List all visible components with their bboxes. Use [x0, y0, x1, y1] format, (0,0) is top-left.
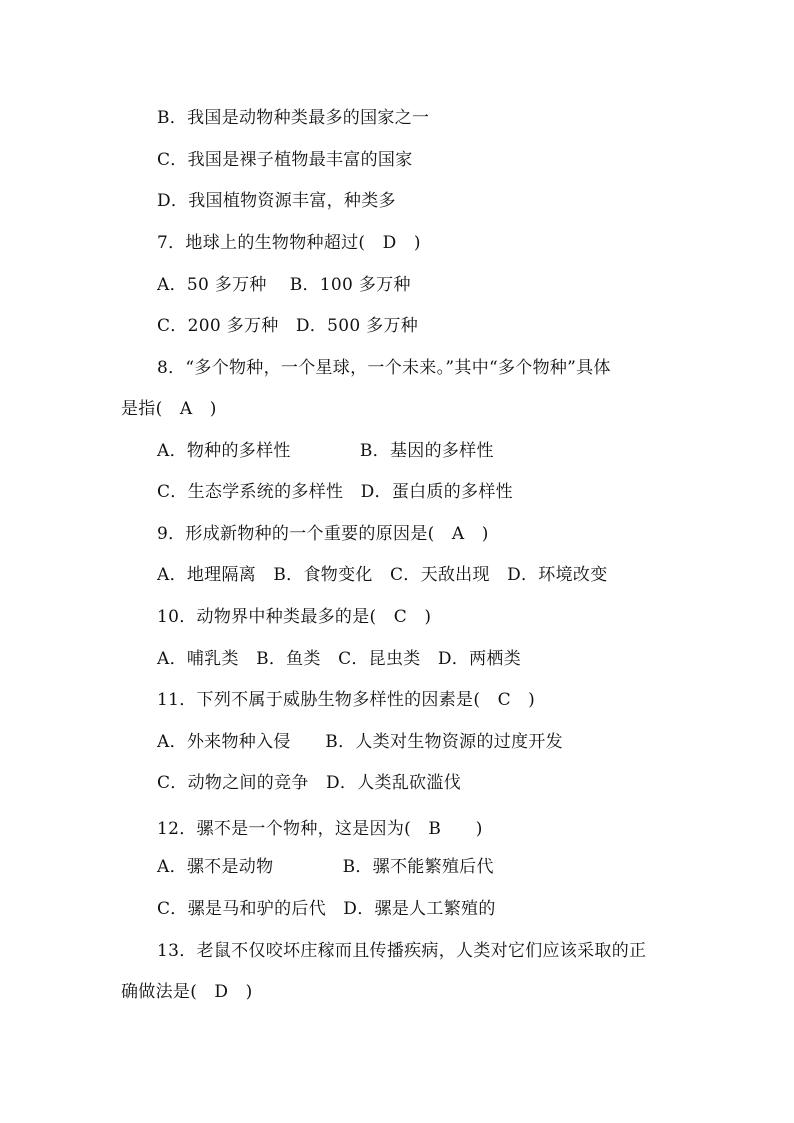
option-line: A．骡不是动物 B．骡不能繁殖后代	[157, 857, 494, 877]
question-line: 13．老鼠不仅咬坏庄稼而且传播疾病，人类对它们应该采取的正	[157, 941, 647, 961]
option-line: A．50 多万种 B．100 多万种	[157, 275, 411, 295]
question-line: 12．骡不是一个物种，这是因为( B )	[157, 819, 483, 839]
option-line: C．动物之间的竞争 D．人类乱砍滥伐	[157, 773, 462, 793]
option-line: B．我国是动物种类最多的国家之一	[157, 108, 430, 128]
option-line: C．200 多万种 D．500 多万种	[157, 316, 419, 336]
option-line: D．我国植物资源丰富，种类多	[157, 191, 396, 211]
question-line: 8．“多个物种，一个星球，一个未来。”其中“多个物种”具体	[157, 358, 611, 378]
question-line: 10．动物界中种类最多的是( C )	[157, 607, 432, 627]
question-line: 11．下列不属于威胁生物多样性的因素是( C )	[157, 690, 536, 710]
question-line: 9．形成新物种的一个重要的原因是( A )	[157, 524, 489, 544]
option-line: C．骡是马和驴的后代 D．骡是人工繁殖的	[157, 899, 496, 919]
option-line: A．外来物种入侵 B．人类对生物资源的过度开发	[157, 732, 563, 752]
option-line: A．哺乳类 B．鱼类 C．昆虫类 D．两栖类	[157, 649, 522, 669]
question-line: 7．地球上的生物物种超过( D )	[157, 233, 421, 253]
question-line: 是指( A )	[121, 399, 217, 419]
option-line: C．我国是裸子植物最丰富的国家	[157, 150, 413, 170]
option-line: A．物种的多样性 B．基因的多样性	[157, 441, 494, 461]
option-line: C．生态学系统的多样性 D．蛋白质的多样性	[157, 482, 513, 502]
question-line: 确做法是( D )	[121, 982, 253, 1002]
option-line: A．地理隔离 B．食物变化 C．天敌出现 D．环境改变	[157, 565, 608, 585]
